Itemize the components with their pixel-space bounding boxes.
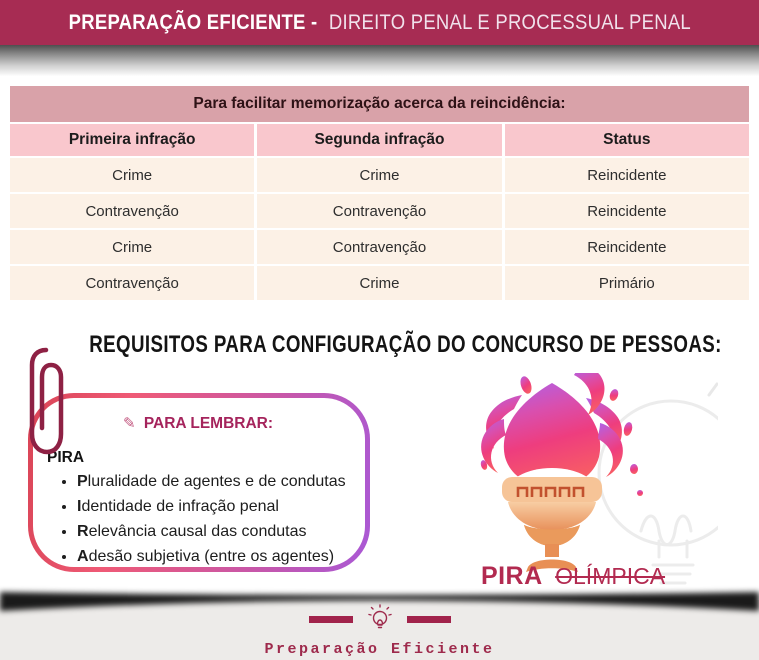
table-row [10, 194, 749, 228]
footer [0, 604, 759, 658]
reminder-title: PARA LEMBRAR: [143, 415, 274, 432]
lightbulb-outline-icon [599, 384, 718, 583]
list-item-text: elevância causal das condutas [88, 523, 307, 540]
cauldron-shape [502, 477, 602, 572]
table-cell: Contravenção [257, 194, 501, 228]
pencil-icon: ✎ [122, 415, 136, 432]
table-row [10, 230, 749, 264]
reminder-title-row [47, 414, 349, 433]
section-heading-text: REQUISITOS PARA CONFIGURAÇÃO DO CONCURSO DE PESSOAS: [89, 331, 722, 358]
table-cell: Crime [10, 158, 254, 192]
footer-brand: Preparação Eficiente [264, 641, 495, 658]
table-cell: Crime [257, 158, 501, 192]
table-col-segunda: Segunda infração [257, 124, 501, 156]
table-col-primeira: Primeira infração [10, 124, 254, 156]
table-cell: Contravenção [10, 266, 254, 300]
list-item-text: luralidade de agentes e de condutas [87, 473, 346, 490]
header-shadow [0, 45, 759, 78]
section-heading [0, 331, 759, 359]
table-col-status: Status [505, 124, 749, 156]
divider-left [309, 616, 353, 623]
table-row [10, 266, 749, 300]
table-cell: Reincidente [505, 230, 749, 264]
list-item [77, 494, 349, 519]
table-cell: Contravenção [10, 194, 254, 228]
illustration-panel [428, 373, 718, 597]
memorization-table [10, 86, 749, 300]
header-title-light: DIREITO PENAL E PROCESSUAL PENAL [328, 10, 691, 34]
divider-right [407, 616, 451, 623]
reminder-card-inner [33, 398, 365, 567]
table-header-row [10, 124, 749, 156]
list-item [77, 519, 349, 544]
table-cell: Primário [505, 266, 749, 300]
footer-divider-row [0, 604, 759, 634]
table-cell: Contravenção [257, 230, 501, 264]
acronym-label: PIRA [47, 449, 85, 466]
table-cell: Crime [257, 266, 501, 300]
header-title [68, 10, 690, 35]
table-cell: Reincidente [505, 194, 749, 228]
list-item-initial: A [77, 548, 89, 565]
header-bar [0, 0, 759, 45]
list-item-initial: P [77, 473, 88, 490]
list-item-initial: I [77, 498, 82, 515]
reminder-card [28, 393, 370, 572]
paperclip-icon [24, 344, 66, 466]
list-item [77, 469, 349, 494]
list-item-text: dentidade de infração penal [81, 498, 279, 515]
table-title: Para facilitar memorização acerca da reincidência: [10, 86, 749, 122]
bulb-icon [366, 604, 394, 634]
list-item-text: desão subjetiva (entre os agentes) [88, 548, 335, 565]
list-item [77, 544, 349, 569]
table-row [10, 158, 749, 192]
table-cell: Crime [10, 230, 254, 264]
olimpica-struck-label: OLÍMPICA [555, 563, 666, 589]
header-title-bold: PREPARAÇÃO EFICIENTE - [68, 10, 318, 34]
list-item-initial: R [77, 523, 89, 540]
pira-list [47, 469, 349, 569]
table-cell: Reincidente [505, 158, 749, 192]
pira-label: PIRA [480, 562, 543, 590]
